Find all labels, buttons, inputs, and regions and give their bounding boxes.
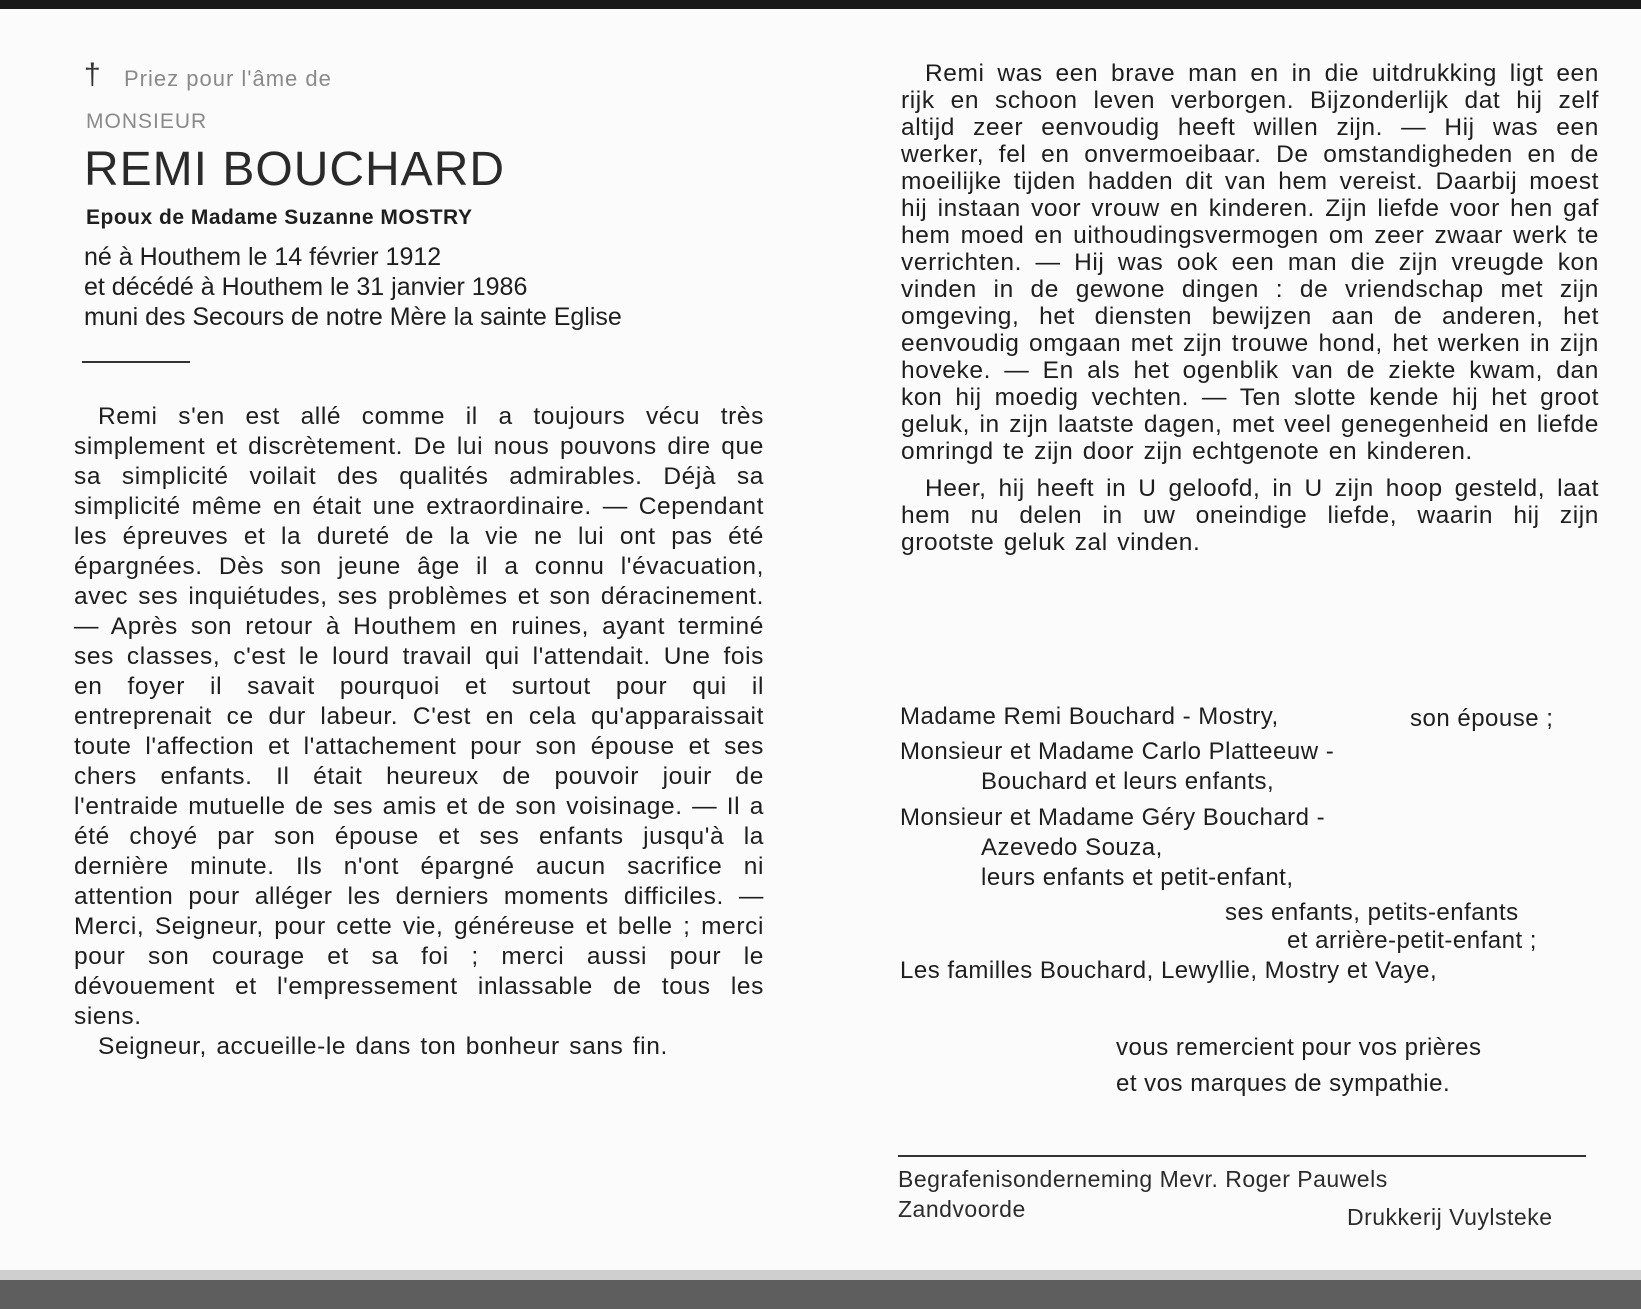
left-body-paragraph-2: Seigneur, accueille-le dans ton bonheur sans fin. — [98, 1033, 668, 1060]
spouse-line: Epoux de Madame Suzanne MOSTRY — [86, 206, 473, 229]
family-line-9: Les familles Bouchard, Lewyllie, Mostry et Vaye, — [900, 957, 1438, 984]
cross-icon: † — [84, 58, 101, 91]
pray-line: Priez pour l'âme de — [124, 66, 332, 91]
footer-divider — [898, 1155, 1586, 1157]
sacraments-line: muni des Secours de notre Mère la sainte Eglise — [84, 303, 622, 331]
birth-line: né à Houthem le 14 février 1912 — [84, 243, 442, 271]
family-line-7: ses enfants, petits-enfants — [1225, 899, 1519, 926]
left-body-paragraph-1: Remi s'en est allé comme il a toujours vécu très simplement et discrètement. De lui nous pouvons dire que sa simplicité voilait des qualités admirables. Déjà sa simplicité même en était une extraordinaire. — Cependant les épreuves et la dureté de la vie ne lui ont pas été épargnées. Dès son jeune âge il a connu l'évacuation, avec ses inquiétudes, ses problèmes et son déracinement. — Après son retour à Houthem en ruines, ayant terminé ses classes, c'est le lourd travail qui l'attendait. Une fois en foyer il savait pourquoi et surtout pour qui il entreprenait ce dur labeur. C'est en cela qu'apparaissait toute l'affection et l'attachement pour son épouse et ses chers enfants. Il était heureux de pouvoir jouir de l'entraide mutuelle de ses amis et de son voisinage. — Il a été choyé par son épouse et ses enfants jusqu'à la dernière minute. Ils n'ont épargné aucun sacrifice ni attention pour alléger les derniers moments difficiles. — Merci, Seigneur, pour cette vie, généreuse et belle ; merci pour son courage et sa foi ; merci aussi pour le dévouement et l'empressement inlassable de tous les siens. — [74, 403, 764, 1030]
scan-bottom-shadow — [0, 1270, 1641, 1280]
scan-bottom-edge — [0, 1280, 1641, 1309]
undertaker-line-1: Begrafenisonderneming Mevr. Roger Pauwels — [898, 1166, 1388, 1192]
death-line: et décédé à Houthem le 31 janvier 1986 — [84, 273, 528, 301]
left-body-text — [74, 402, 764, 1062]
right-body-paragraph-1: Remi was een brave man en in die uitdrukking ligt een rijk en schoon leven verborgen. Bijzonderlijk dat hij zelf altijd zeer eenvoudig heeft willen zijn. — Hij was een werker, fel en onvermoeibaar. De omstandigheden en de moeilijke tijden hadden dit van hem vereist. Daarbij moest hij instaan voor vrouw en kinderen. Zijn liefde voor hen gaf hem moed en uithoudingsvermogen om zeer zwaar werk te verrichten. — Hij was ook een man die zijn vreugde kon vinden in de gewone dingen : de vriendschap met zijn omgeving, het diensten bewijzen aan de anderen, het eenvoudig omgaan met zijn trouwe hond, het werken in zijn hoveke. — En als het ogenblik van de ziekte kwam, dan kon hij moedig vechten. — Ten slotte kende hij het groot geluk, in zijn laatste dagen, met veel genegenheid en liefde omringd te zijn door zijn echtgenote en kinderen. — [901, 60, 1599, 465]
honorific: MONSIEUR — [86, 110, 208, 133]
family-line-3: Bouchard et leurs enfants, — [981, 768, 1275, 795]
right-body-paragraph-2: Heer, hij heeft in U geloofd, in U zijn hoop gesteld, laat hem nu delen in uw oneindige liefde, waarin hij zijn grootste geluk zal vinden. — [901, 475, 1599, 556]
divider — [82, 361, 190, 363]
undertaker-line-2: Zandvoorde — [898, 1196, 1026, 1222]
left-panel — [0, 0, 820, 1280]
family-line-6: leurs enfants et petit-enfant, — [981, 864, 1294, 891]
right-body-text — [901, 60, 1599, 556]
thanks-line-1: vous remercient pour vos prières — [1116, 1034, 1482, 1061]
deceased-name: REMI BOUCHARD — [84, 143, 506, 196]
family-line-1-name: Madame Remi Bouchard - Mostry, — [900, 703, 1279, 730]
printer-credit: Drukkerij Vuylsteke — [1347, 1204, 1553, 1230]
family-line-5: Azevedo Souza, — [981, 834, 1163, 861]
thanks-line-2: et vos marques de sympathie. — [1116, 1070, 1451, 1097]
family-line-1-role: son épouse ; — [1410, 705, 1554, 732]
family-line-2: Monsieur et Madame Carlo Platteeuw - — [900, 738, 1335, 765]
family-line-8: et arrière-petit-enfant ; — [1287, 927, 1537, 954]
family-line-4: Monsieur et Madame Géry Bouchard - — [900, 804, 1326, 831]
